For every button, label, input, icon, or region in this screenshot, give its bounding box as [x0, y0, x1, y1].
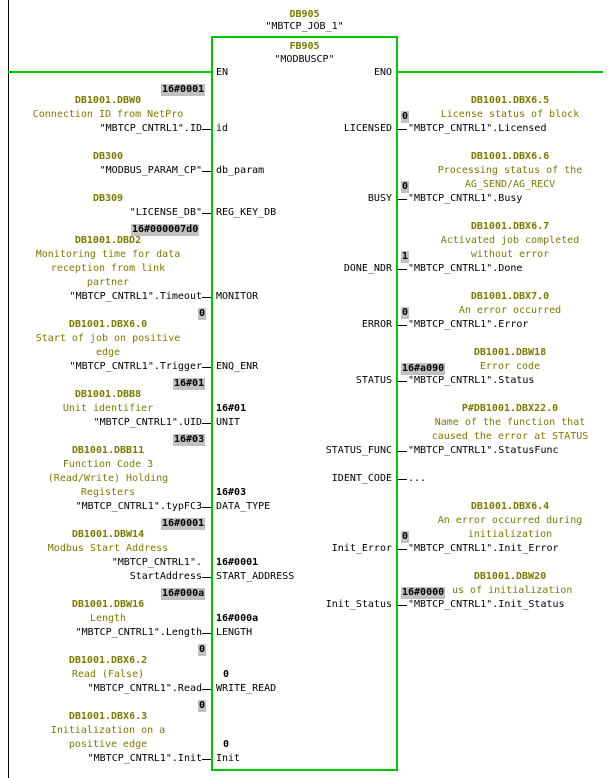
init-status-value: 16#0000 [402, 587, 445, 598]
licensed-symbol[interactable]: "MBTCP_CNTRL1".Licensed [408, 123, 547, 134]
length-inner-value: 16#000a [216, 613, 259, 624]
init-error-symbol[interactable]: "MBTCP_CNTRL1".Init_Error [408, 543, 559, 554]
en-wire [8, 71, 211, 73]
write-read-wire [202, 689, 211, 690]
ident-code-wire [398, 479, 407, 480]
start-address-comment: Modbus Start Address [47, 543, 169, 554]
pin-status: STATUS [355, 375, 392, 386]
monitor-wire [202, 297, 211, 298]
done-ndr-value: 1 [402, 251, 409, 262]
monitor-value: 16#000007d0 [132, 224, 199, 235]
unit-wire [202, 423, 211, 424]
data-type-comment-2: (Read/Write) Holding [47, 473, 169, 484]
fb-name[interactable]: "MODBUSCP" [274, 54, 335, 65]
length-value: 16#000a [162, 588, 205, 599]
pin-eno: ENO [373, 67, 392, 78]
pin-db-param: db_param [216, 165, 265, 176]
enq-enr-comment-2: edge [95, 347, 121, 358]
pin-busy: BUSY [367, 193, 392, 204]
start-address-symbol-2[interactable]: StartAddress [129, 571, 202, 582]
init-error-address[interactable]: DB1001.DBX6.4 [470, 501, 550, 512]
init-error-value: 0 [402, 531, 409, 542]
start-address-symbol-1[interactable]: "MBTCP_CNTRL1". [111, 557, 202, 568]
busy-comment-2: AG_SEND/AG_RECV [464, 179, 556, 190]
init-comment-1: Initialization on a [50, 725, 166, 736]
init-status-comment: us of initialization [452, 585, 573, 596]
pin-length: LENGTH [216, 627, 253, 638]
start-address-wire [202, 577, 211, 578]
start-address-value: 16#0001 [162, 518, 205, 529]
status-func-comment-2: caused the error at STATUS [431, 431, 589, 442]
instance-db-label[interactable]: DB905 [289, 9, 320, 20]
status-symbol[interactable]: "MBTCP_CNTRL1".Status [408, 375, 535, 386]
fb-number[interactable]: FB905 [289, 41, 320, 52]
init-symbol[interactable]: "MBTCP_CNTRL1".Init [87, 753, 202, 764]
error-value: 0 [402, 307, 409, 318]
pin-done-ndr: DONE_NDR [343, 263, 392, 274]
done-ndr-comment-1: Activated job completed [440, 235, 580, 246]
monitor-address[interactable]: DB1001.DBD2 [74, 235, 142, 246]
length-wire [202, 633, 211, 634]
data-type-value: 16#03 [174, 434, 205, 445]
data-type-wire [202, 507, 211, 508]
status-address[interactable]: DB1001.DBW18 [473, 347, 547, 358]
status-func-comment-1: Name of the function that [434, 417, 586, 428]
pin-start-address: START_ADDRESS [216, 571, 295, 582]
error-wire [398, 325, 407, 326]
pin-unit: UNIT [216, 417, 241, 428]
data-type-address[interactable]: DB1001.DBB11 [71, 445, 145, 456]
start-address-address[interactable]: DB1001.DBW14 [71, 529, 145, 540]
write-read-value: 0 [199, 644, 206, 655]
start-address-inner-value: 16#0001 [216, 557, 259, 568]
reg-key-wire [202, 213, 211, 214]
write-read-comment: Read (False) [71, 669, 145, 680]
data-type-inner-value: 16#03 [216, 487, 247, 498]
length-comment: Length [89, 613, 127, 624]
pin-licensed: LICENSED [343, 123, 392, 134]
monitor-comment-2: reception from link [50, 263, 166, 274]
pin-id: id [216, 123, 229, 134]
id-value: 16#0001 [162, 84, 205, 95]
id-symbol[interactable]: "MBTCP_CNTRL1".ID [99, 123, 202, 134]
write-read-symbol[interactable]: "MBTCP_CNTRL1".Read [87, 683, 202, 694]
pin-error: ERROR [361, 319, 392, 330]
length-symbol[interactable]: "MBTCP_CNTRL1".Length [75, 627, 202, 638]
init-error-wire [398, 549, 407, 550]
status-wire [398, 381, 407, 382]
id-comment: Connection ID from NetPro [32, 109, 184, 120]
status-value: 16#a090 [402, 363, 445, 374]
write-read-address[interactable]: DB1001.DBX6.2 [68, 655, 148, 666]
length-address[interactable]: DB1001.DBW16 [71, 599, 145, 610]
busy-value: 0 [402, 181, 409, 192]
db-param-address[interactable]: DB300 [92, 151, 124, 162]
init-wire [202, 759, 211, 760]
data-type-comment-1: Function Code 3 [62, 459, 154, 470]
data-type-comment-3: Registers [80, 487, 136, 498]
done-ndr-wire [398, 269, 407, 270]
pin-ident-code: IDENT_CODE [331, 473, 392, 484]
licensed-address[interactable]: DB1001.DBX6.5 [470, 95, 550, 106]
licensed-value: 0 [402, 111, 409, 122]
db-param-symbol[interactable]: "MODBUS_PARAM_CP" [99, 165, 202, 176]
status-func-wire [398, 451, 407, 452]
enq-enr-address[interactable]: DB1001.DBX6.0 [68, 319, 148, 330]
init-value: 0 [199, 700, 206, 711]
unit-value: 16#01 [174, 378, 205, 389]
pin-status-func: STATUS_FUNC [325, 445, 392, 456]
id-wire [202, 129, 211, 130]
monitor-comment-1: Monitoring time for data [35, 249, 181, 260]
enq-enr-symbol[interactable]: "MBTCP_CNTRL1".Trigger [69, 361, 202, 372]
data-type-symbol[interactable]: "MBTCP_CNTRL1".typFC3 [75, 501, 202, 512]
enq-enr-value: 0 [199, 308, 206, 319]
instance-db-name[interactable]: "MBTCP_JOB_1" [265, 21, 344, 32]
reg-key-symbol[interactable]: "LICENSE_DB" [129, 207, 202, 218]
unit-inner-value: 16#01 [216, 403, 247, 414]
unit-comment: Unit identifier [62, 403, 154, 414]
pin-data-type: DATA_TYPE [216, 501, 271, 512]
monitor-comment-3: partner [86, 277, 130, 288]
init-status-symbol[interactable]: "MBTCP_CNTRL1".Init_Status [408, 599, 565, 610]
init-error-comment-2: initialization [467, 529, 553, 540]
done-ndr-symbol[interactable]: "MBTCP_CNTRL1".Done [408, 263, 523, 274]
busy-wire [398, 199, 407, 200]
init-status-address[interactable]: DB1001.DBW20 [473, 571, 547, 582]
pin-enq-enr: ENQ_ENR [216, 361, 259, 372]
unit-symbol[interactable]: "MBTCP_CNTRL1".UID [93, 417, 202, 428]
pin-write-read: WRITE_READ [216, 683, 277, 694]
enq-enr-wire [202, 367, 211, 368]
error-comment: An error occurred [458, 305, 562, 316]
id-address[interactable]: DB1001.DBW0 [74, 95, 142, 106]
pin-reg-key-db: REG_KEY_DB [216, 207, 277, 218]
done-ndr-comment-2: without error [470, 249, 550, 260]
ident-code-symbol[interactable]: ... [408, 473, 427, 484]
eno-wire [398, 71, 603, 73]
init-error-comment-1: An error occurred during [437, 515, 583, 526]
licensed-comment: License status of block [440, 109, 580, 120]
busy-address[interactable]: DB1001.DBX6.6 [470, 151, 550, 162]
init-comment-2: positive edge [68, 739, 148, 750]
enq-enr-comment-1: Start of job on positive [35, 333, 181, 344]
licensed-wire [398, 129, 407, 130]
db-param-wire [202, 171, 211, 172]
pin-en: EN [216, 67, 229, 78]
reg-key-address[interactable]: DB309 [92, 193, 124, 204]
busy-comment-1: Processing status of the [437, 165, 583, 176]
write-read-inner-value: 0 [223, 669, 230, 680]
init-inner-value: 0 [223, 739, 230, 750]
monitor-symbol[interactable]: "MBTCP_CNTRL1".Timeout [69, 291, 202, 302]
pin-init-error: Init_Error [331, 543, 392, 554]
busy-symbol[interactable]: "MBTCP_CNTRL1".Busy [408, 193, 523, 204]
init-status-wire [398, 605, 407, 606]
status-func-symbol[interactable]: "MBTCP_CNTRL1".StatusFunc [408, 445, 559, 456]
pin-init-status: Init_Status [325, 599, 392, 610]
init-address[interactable]: DB1001.DBX6.3 [68, 711, 148, 722]
status-comment: Error code [479, 361, 541, 372]
unit-address[interactable]: DB1001.DBB8 [74, 389, 142, 400]
status-func-address[interactable]: P#DB1001.DBX22.0 [461, 403, 559, 414]
error-address[interactable]: DB1001.DBX7.0 [470, 291, 550, 302]
pin-monitor: MONITOR [216, 291, 259, 302]
error-symbol[interactable]: "MBTCP_CNTRL1".Error [408, 319, 529, 330]
done-ndr-address[interactable]: DB1001.DBX6.7 [470, 221, 550, 232]
pin-init: Init [216, 753, 241, 764]
